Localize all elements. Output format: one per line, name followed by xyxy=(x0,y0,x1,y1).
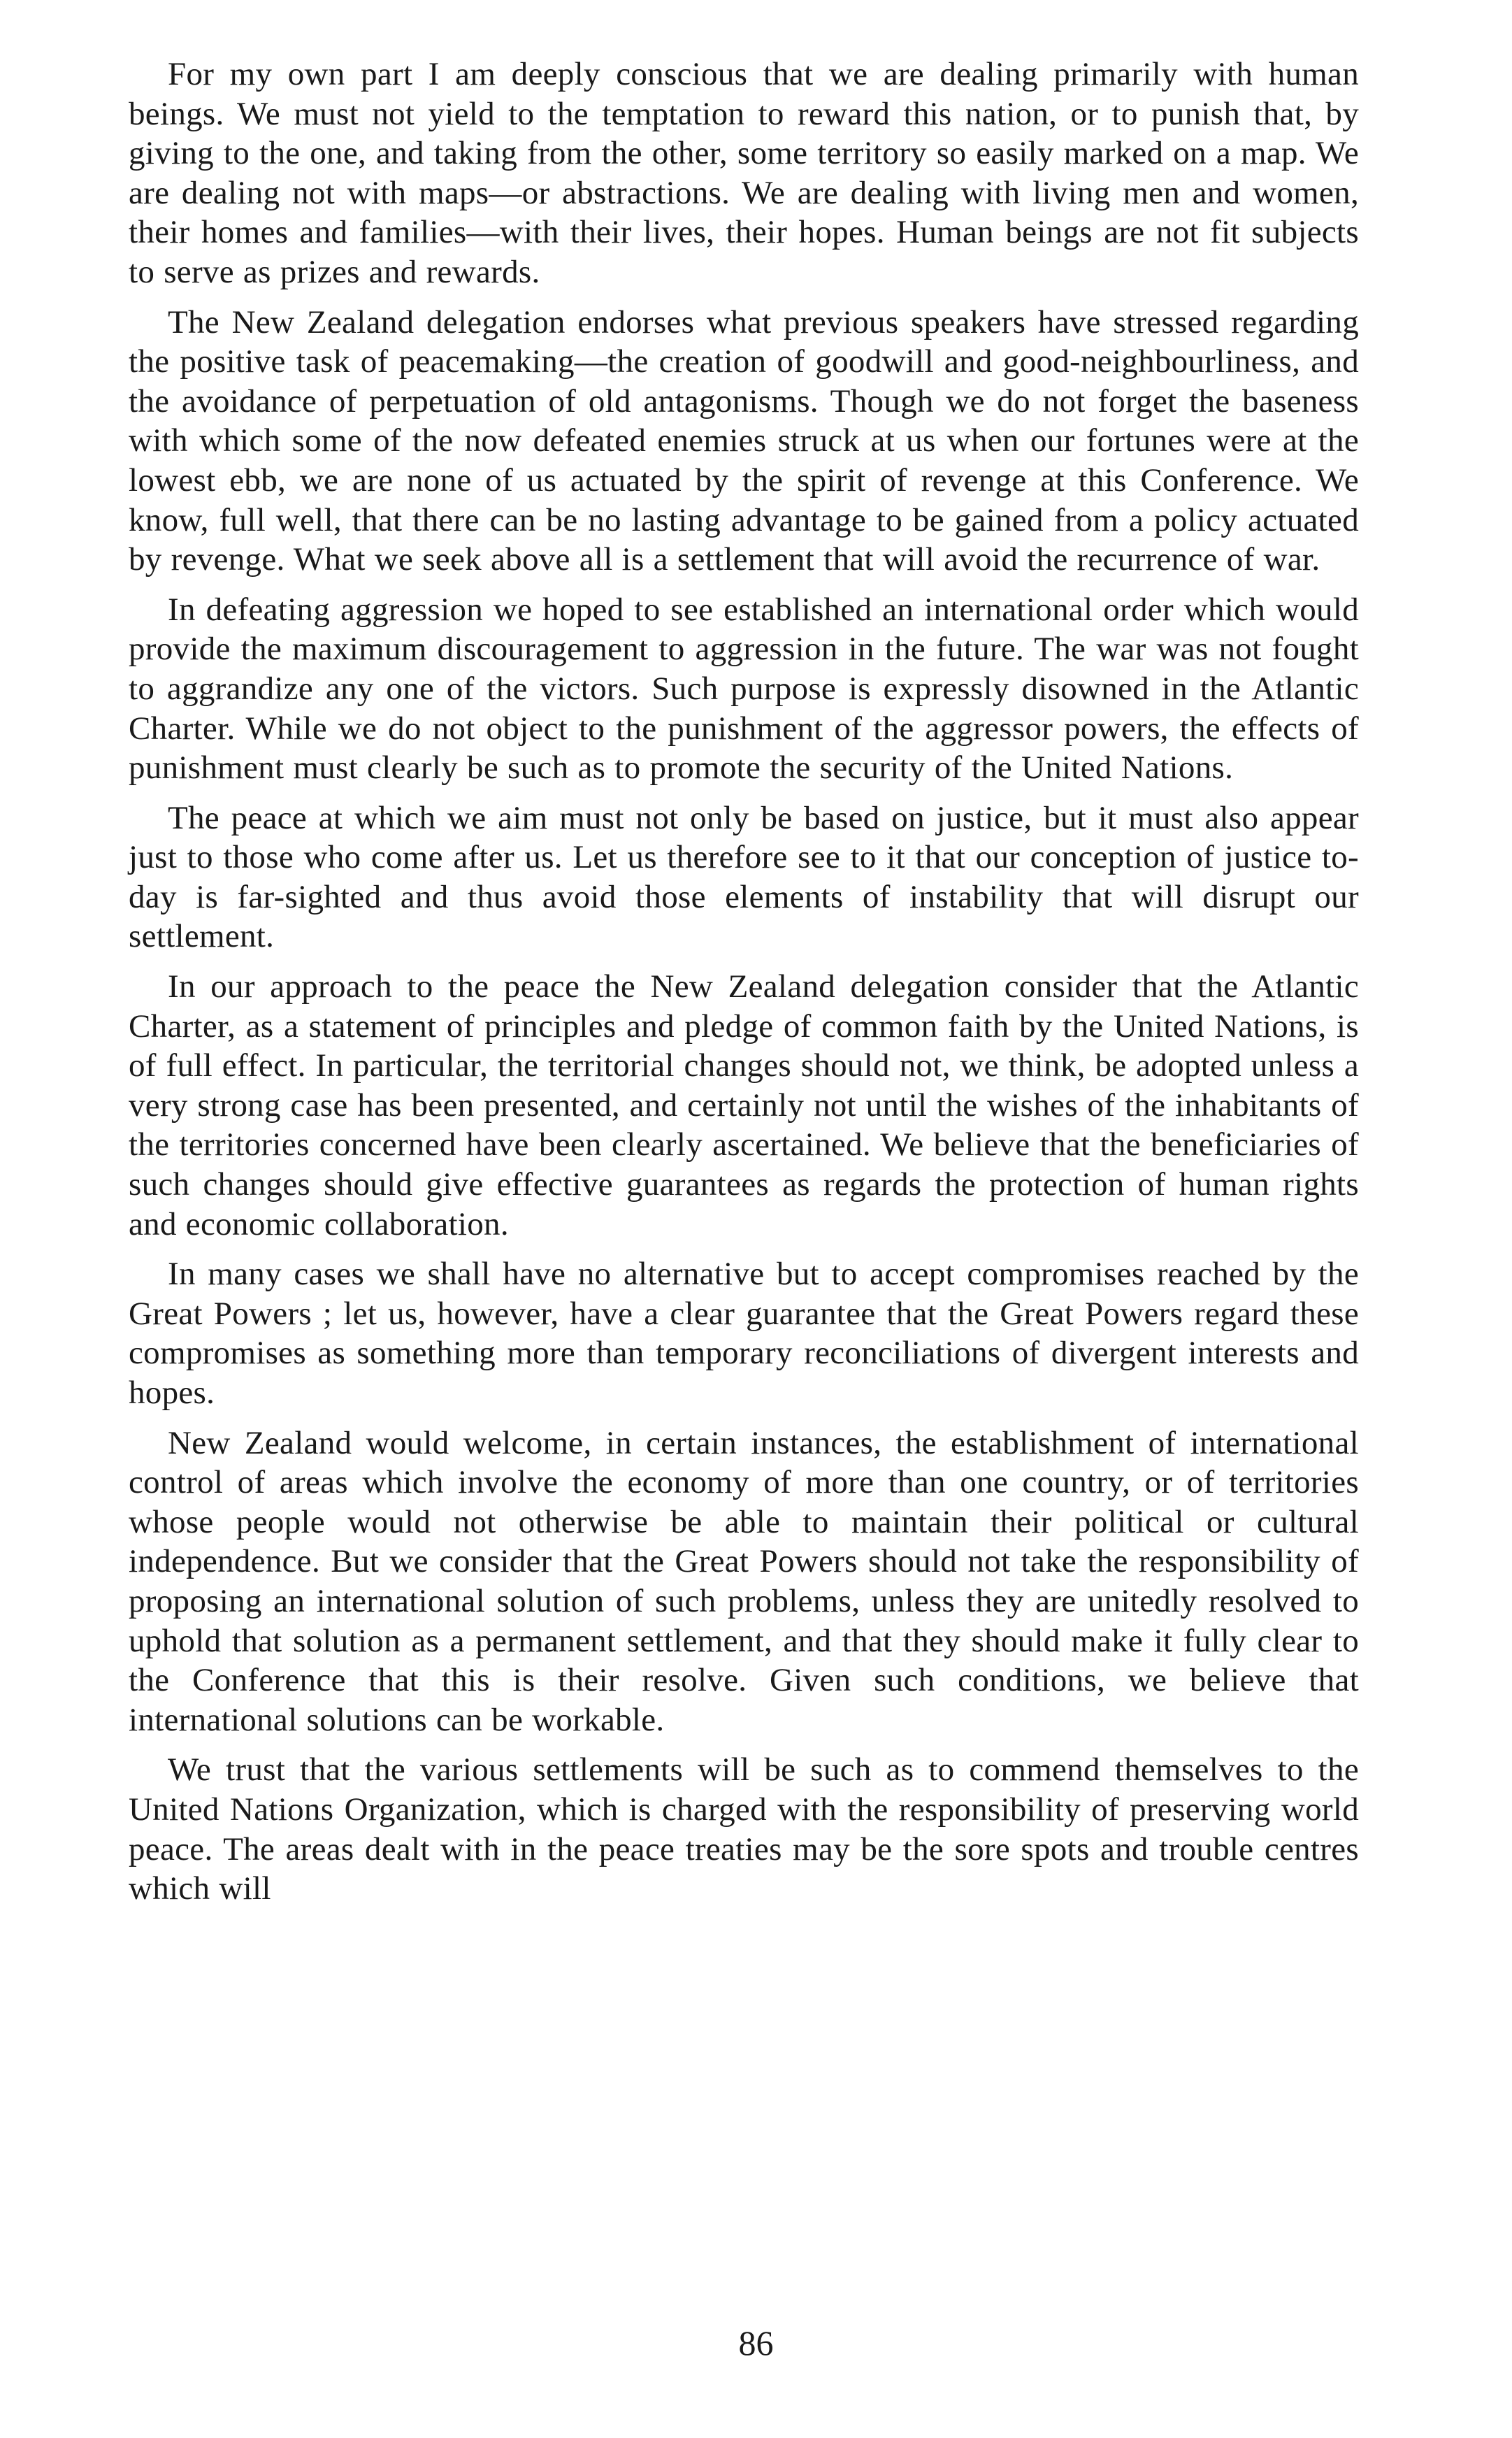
paragraph-5: In our approach to the peace the New Zealand delegation consider that the Atlantic Charter, as a statement of principles and pledge of common faith by the United Nations, is of full effect. In particular, the territorial changes should not, we think, be adopted unless a very strong case has been presented, and certainly not until the wishes of the inhabitants of the territories concerned have been clearly ascertained. We believe that the beneficiaries of such changes should give effective guarantees as regards the protection of human rights and economic collaboration. xyxy=(129,968,1359,1242)
body-text xyxy=(129,55,1359,1919)
paragraph-1: For my own part I am deeply conscious that we are dealing primarily with human beings. We must not yield to the temptation to reward this nation, or to punish that, by giving to the one, and taking from the other, some territory so easily marked on a map. We are dealing not with maps—or abstractions. We are dealing with living men and women, their homes and families—with their lives, their hopes. Human beings are not fit subjects to serve as prizes and rewards. xyxy=(129,56,1359,290)
paragraph-6: In many cases we shall have no alternative but to accept compromises reached by the Great Powers ; let us, however, have a clear guarantee that the Great Powers regard these compromises as something more than temporary reconciliations of divergent interests and hopes. xyxy=(129,1256,1359,1411)
page-number: 86 xyxy=(738,2323,774,2362)
paragraph-7: New Zealand would welcome, in certain instances, the establishment of international control of areas which involve the economy of more than one country, or of territories whose people would not otherwise be able to maintain their political or cultural independence. But we consider that the Great Powers should not take the responsibility of proposing an international solution of such problems, unless they are unitedly resolved to uphold that solution as a permanent settlement, and that they should make it fully clear to the Conference that this is their resolve. Given such conditions, we believe that international solutions can be workable. xyxy=(129,1424,1359,1738)
paragraph-4: The peace at which we aim must not only be based on justice, but it must also appear just to those who come after us. Let us therefore see to it that our conception of justice to-day is far-sighted and thus avoid those elements of instability that will disrupt our settlement. xyxy=(129,799,1359,955)
paragraph-8: We trust that the various settlements will be such as to commend themselves to the United Nations Organization, which is charged with the responsibility of preserving world peace. The areas dealt with in the peace treaties may be the sore spots and trouble centres which will xyxy=(129,1751,1359,1907)
paragraph-3: In defeating aggression we hoped to see established an international order which would provide the maximum discouragement to aggression in the future. The war was not fought to aggrandize any one of the victors. Such purpose is expressly disowned in the Atlantic Charter. While we do not object to the punishment of the aggressor powers, the effects of punishment must clearly be such as to promote the security of the United Nations. xyxy=(129,591,1359,787)
paragraph-2: The New Zealand delegation endorses what previous speakers have stressed regarding the positive task of peacemaking—the creation of goodwill and good-neighbourliness, and the avoidance of perpetuation of old antagonisms. Though we do not forget the baseness with which some of the now defeated enemies struck at us when our fortunes were at the lowest ebb, we are none of us actuated by the spirit of revenge at this Conference. We know, full well, that there can be no lasting advantage to be gained from a policy actuated by revenge. What we seek above all is a settlement that will avoid the recurrence of war. xyxy=(129,303,1359,578)
